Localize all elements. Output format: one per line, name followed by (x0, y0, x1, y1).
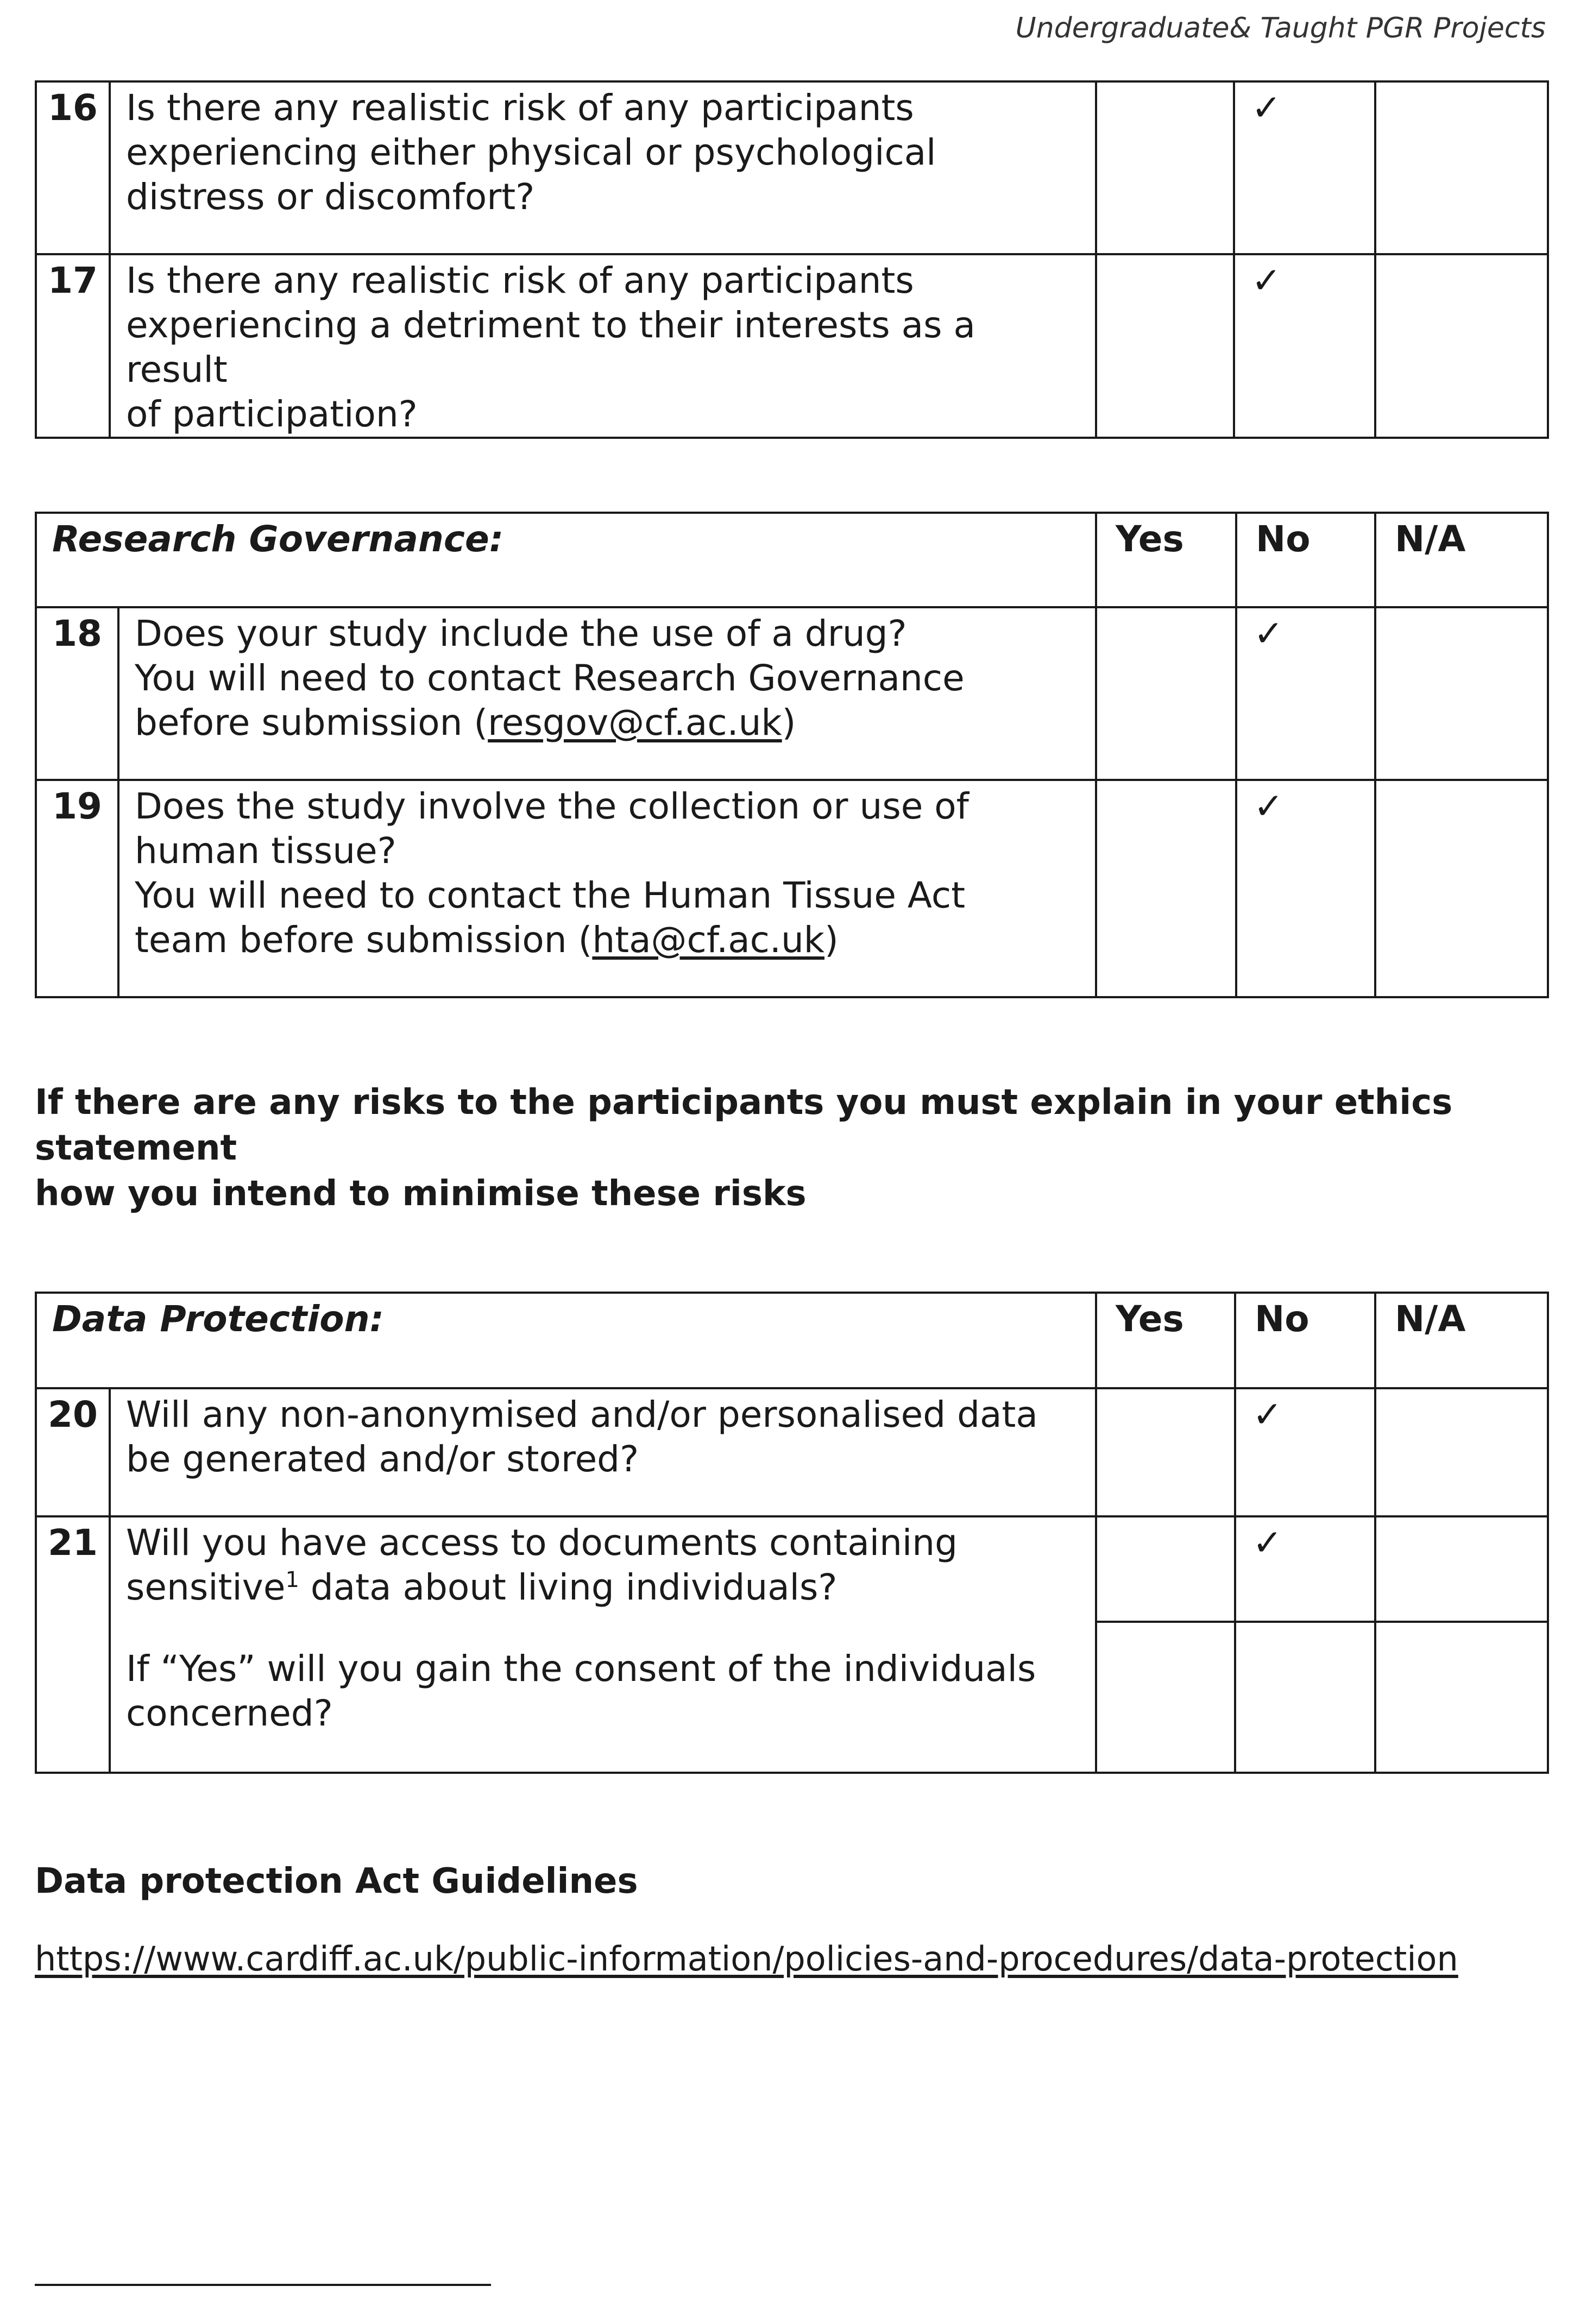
na-cell[interactable] (1375, 1388, 1548, 1516)
question-text: Does the study involve the collection or use of human tissue? You will need to contact the Human Tissue Act team before submission (hta@cf.ac.uk) (118, 780, 1096, 997)
table-row (36, 1388, 1548, 1516)
yes-cell[interactable] (1096, 780, 1236, 997)
no-cell[interactable]: ✓ (1235, 1388, 1375, 1516)
dpa-guidelines-link[interactable]: https://www.cardiff.ac.uk/public-information/policies-and-procedures/data-protection (35, 1939, 1458, 1979)
column-header-yes: Yes (1096, 513, 1236, 607)
na-cell[interactable] (1375, 254, 1548, 438)
yes-cell[interactable] (1096, 607, 1236, 780)
header-note: Undergraduate& Taught PGR Projects (1015, 12, 1546, 45)
question-number: 20 (36, 1388, 110, 1516)
na-cell[interactable] (1375, 81, 1548, 254)
yes-cell[interactable] (1096, 254, 1234, 438)
question-text: Is there any realistic risk of any participants experiencing a detriment to their interests as a result of participation? (110, 254, 1096, 438)
column-header-na: N/A (1375, 513, 1548, 607)
footnote-divider (35, 2284, 491, 2286)
risk-questions-table (35, 80, 1549, 439)
section-heading: Research Governance: (36, 513, 1096, 607)
column-header-no: No (1235, 1293, 1375, 1388)
yes-cell[interactable] (1096, 1516, 1235, 1622)
dpa-heading: Data protection Act Guidelines (35, 1861, 638, 1901)
column-header-na: N/A (1375, 1293, 1548, 1388)
table-header-row (36, 1293, 1548, 1388)
consent-na-cell[interactable] (1375, 1622, 1548, 1773)
question-number: 18 (36, 607, 118, 780)
question-number: 16 (36, 81, 110, 254)
no-cell[interactable]: ✓ (1235, 1516, 1375, 1622)
resgov-email-link[interactable]: resgov@cf.ac.uk (488, 702, 782, 744)
question-text: Is there any realistic risk of any participants experiencing either physical or psychological distress or discomfort? (110, 81, 1096, 254)
na-cell[interactable] (1375, 607, 1548, 780)
table-row (36, 254, 1548, 438)
yes-cell[interactable] (1096, 81, 1234, 254)
consent-no-cell[interactable] (1235, 1622, 1375, 1773)
consent-yes-cell[interactable] (1096, 1622, 1235, 1773)
question-text: Does your study include the use of a drug? You will need to contact Research Governance before submission (resgov@cf.ac.uk) (118, 607, 1096, 780)
no-cell[interactable]: ✓ (1234, 254, 1375, 438)
no-cell[interactable]: ✓ (1236, 607, 1375, 780)
research-governance-table (35, 512, 1549, 998)
data-protection-table (35, 1292, 1549, 1774)
question-number: 17 (36, 254, 110, 438)
question-text: Will any non-anonymised and/or personalised data be generated and/or stored? (110, 1388, 1096, 1516)
risk-note: If there are any risks to the participants you must explain in your ethics statement how you intend to minimise these risks (35, 1082, 1453, 1214)
table-row (36, 607, 1548, 780)
question-text: Will you have access to documents containing sensitive$^1$ data about living individuals? If “Yes” will you gain the consent of the individuals concerned? (110, 1516, 1096, 1773)
question-number: 21 (36, 1516, 110, 1773)
column-header-yes: Yes (1096, 1293, 1235, 1388)
section-heading: Data Protection: (36, 1293, 1096, 1388)
no-cell[interactable]: ✓ (1236, 780, 1375, 997)
yes-cell[interactable] (1096, 1388, 1235, 1516)
no-cell[interactable]: ✓ (1234, 81, 1375, 254)
question-number: 19 (36, 780, 118, 997)
table-row (36, 1516, 1548, 1622)
table-row (36, 780, 1548, 997)
table-row (36, 81, 1548, 254)
na-cell[interactable] (1375, 780, 1548, 997)
na-cell[interactable] (1375, 1516, 1548, 1622)
column-header-no: No (1236, 513, 1375, 607)
hta-email-link[interactable]: hta@cf.ac.uk (592, 919, 824, 961)
table-header-row (36, 513, 1548, 607)
